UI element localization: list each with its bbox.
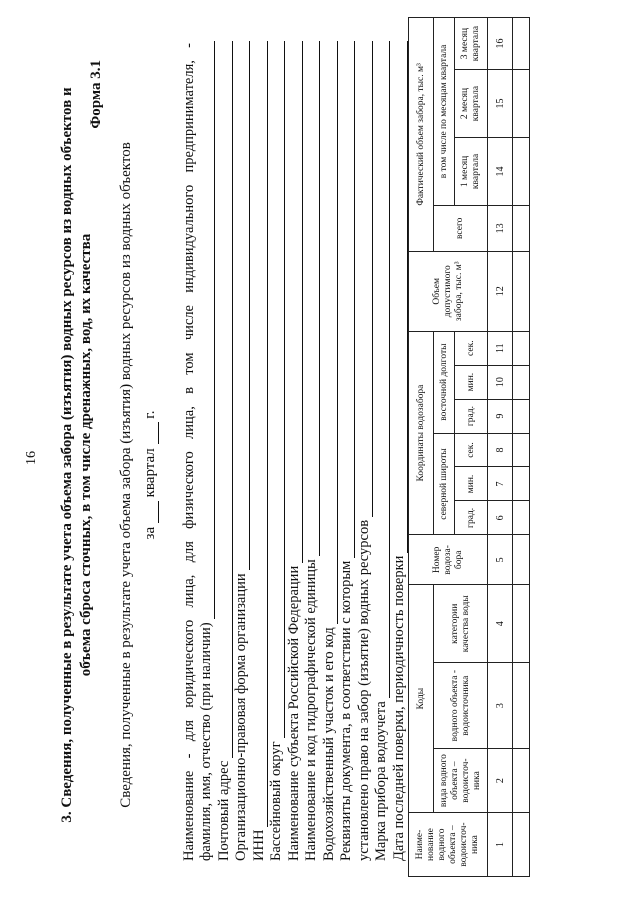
field-label: Дата последней поверки, периодичность поверки (390, 555, 407, 861)
column-number: 3 (488, 663, 513, 749)
table-cell[interactable] (513, 433, 530, 467)
heading-line-1: 3. Сведения, полученные в результате учета объема забора (изъятия) водных ресурсов из водных объектов и (59, 87, 75, 823)
field-blank[interactable] (323, 41, 338, 624)
field-blank[interactable] (340, 41, 355, 558)
field-label: Наименование и код гидрографической единицы (303, 559, 319, 861)
column-number: 13 (488, 205, 513, 251)
header-row-1 (409, 18, 434, 877)
column-number: 9 (488, 399, 513, 433)
column-number: 4 (488, 585, 513, 663)
header-allowed-volume: Объем допустимого забора, тыс. м³ (409, 251, 488, 331)
table-cell[interactable] (513, 467, 530, 501)
field-blank[interactable] (288, 41, 303, 563)
form-subtitle: Сведения, полученные в результате учета объема забора (изъятия) водных ресурсов из водных объектов (118, 142, 134, 808)
field-blank[interactable] (393, 41, 408, 553)
field-blank[interactable] (253, 41, 268, 827)
column-number: 16 (488, 18, 513, 70)
header-month-3: 3 месяц квартала (455, 18, 488, 70)
header-lon-sec: сек. (455, 331, 488, 365)
field-blank[interactable] (358, 41, 373, 517)
header-code-category: категории качества воды (434, 585, 488, 663)
column-number: 5 (488, 535, 513, 585)
table-cell[interactable] (513, 18, 530, 70)
field-label: Наименование - для юридического лица, для физического лица, в том числе индивидуального предпринимателя, - (180, 43, 197, 861)
field-label: установлено право на забор (изъятие) водных ресурсов (355, 519, 372, 861)
field-blank[interactable] (218, 41, 233, 758)
header-total: всего (434, 205, 488, 251)
field-label: Бассейновый округ (268, 741, 284, 861)
field-name-line-2 (198, 41, 216, 861)
field-inn (250, 41, 268, 861)
field-region (285, 41, 303, 861)
header-by-month: в том числе по месяцам квартала (434, 18, 455, 206)
header-lat-min: мин. (455, 467, 488, 501)
field-label: ИНН (250, 829, 267, 861)
column-number-row (488, 18, 513, 877)
header-month-1: 1 месяц квартала (455, 137, 488, 205)
table-cell[interactable] (513, 399, 530, 433)
table-cell[interactable] (513, 749, 530, 813)
header-lon-deg: град. (455, 399, 488, 433)
field-legal-form (233, 41, 251, 861)
field-blank[interactable] (235, 41, 250, 570)
header-lon-min: мин. (455, 365, 488, 399)
reporting-period (142, 125, 159, 825)
header-intake-number: Номер водоза-бора (409, 535, 488, 585)
column-number: 10 (488, 365, 513, 399)
field-postal-address (215, 41, 233, 861)
column-number: 1 (488, 813, 513, 877)
header-code-object: водного объекта - водоисточника (434, 663, 488, 749)
field-label: Наименование субъекта Российской Федерации (285, 565, 302, 861)
table-cell[interactable] (513, 205, 530, 251)
header-actual-volume: Фактический объем забора, тыс. м³ (409, 18, 434, 252)
quarter-blank (144, 501, 159, 523)
table-cell[interactable] (513, 535, 530, 585)
table-cell[interactable] (513, 331, 530, 365)
header-latitude: северной широты (434, 433, 455, 535)
column-number: 2 (488, 749, 513, 813)
field-document-line-1 (338, 41, 356, 861)
intake-table (408, 17, 530, 877)
page-number: 16 (24, 451, 39, 465)
table-cell[interactable] (513, 663, 530, 749)
table-cell[interactable] (513, 251, 530, 331)
table-cell[interactable] (513, 813, 530, 877)
column-number: 15 (488, 70, 513, 138)
field-blank[interactable] (270, 41, 285, 738)
table-cell[interactable] (513, 585, 530, 663)
field-document-line-2 (355, 41, 373, 861)
column-number: 14 (488, 137, 513, 205)
header-code-type: вида водного объекта – водоисточ-ника (434, 749, 488, 813)
column-number: 8 (488, 433, 513, 467)
field-hydro-unit (303, 41, 321, 861)
field-label: Марка прибора водоучета (373, 701, 389, 861)
header-coordinates: Координаты водозабора (409, 331, 434, 535)
column-number: 11 (488, 331, 513, 365)
header-longitude: восточной долготы (434, 331, 455, 433)
field-blank[interactable] (375, 41, 390, 698)
header-water-body-name: Наиме-нование водного объекта – водоисточ-ника (409, 813, 488, 877)
field-meter-brand (373, 41, 391, 861)
field-label: Реквизиты документа, в соответствии с которым (338, 560, 354, 861)
table-cell[interactable] (513, 137, 530, 205)
header-lat-deg: град. (455, 501, 488, 535)
field-basin-district (268, 41, 286, 861)
column-number: 12 (488, 251, 513, 331)
table-cell[interactable] (513, 70, 530, 138)
column-number: 7 (488, 467, 513, 501)
field-blank[interactable] (305, 41, 320, 556)
field-water-section (320, 41, 338, 861)
form-fields (180, 41, 408, 861)
field-label: Организационно-правовая форма организации (233, 573, 249, 861)
period-middle: квартал (142, 448, 158, 498)
header-row-2 (434, 18, 455, 877)
field-label: фамилия, имя, отчество (при наличии) (198, 622, 214, 861)
table-cell[interactable] (513, 365, 530, 399)
header-lat-sec: сек. (455, 433, 488, 467)
period-suffix: г. (142, 410, 158, 419)
table-row-empty (513, 18, 530, 877)
header-codes: Коды (409, 585, 434, 813)
field-label: Водохозяйственный участок и его код (320, 627, 337, 861)
period-prefix: за (142, 526, 158, 540)
table-cell[interactable] (513, 501, 530, 535)
field-label: Почтовый адрес (215, 760, 232, 861)
header-month-2: 2 месяц квартала (455, 70, 488, 138)
year-blank (144, 422, 159, 444)
field-last-check (390, 41, 408, 861)
form-label: Форма 3.1 (88, 60, 104, 129)
column-number: 6 (488, 501, 513, 535)
section-heading (58, 65, 96, 845)
heading-line-2: объема сброса сточных, в том числе дренажных, вод, их качества (78, 233, 94, 677)
field-name-line-1 (180, 41, 198, 861)
field-blank[interactable] (200, 41, 215, 619)
